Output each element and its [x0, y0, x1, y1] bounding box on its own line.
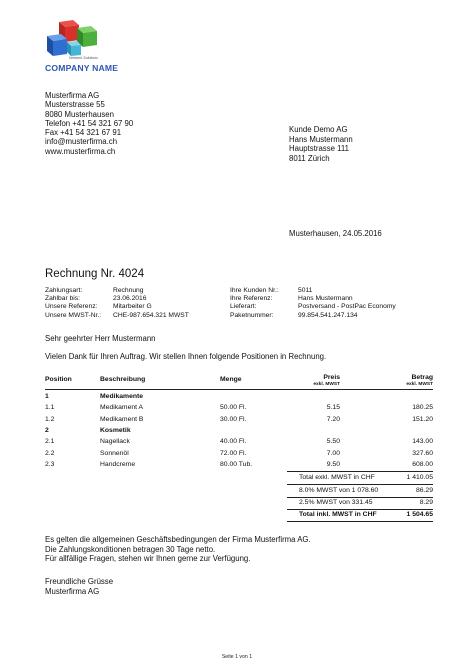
sender-line: Telefon +41 54 321 67 90 [45, 118, 134, 128]
meta-row [230, 287, 396, 295]
cubes-icon [45, 20, 115, 60]
sender-line: Musterfirma AG [45, 91, 100, 100]
meta-label: Ihre Referenz: [230, 295, 273, 303]
recipient-line: Hans Mustermann [289, 134, 353, 144]
header-amount: Betrag [411, 374, 433, 381]
meta-label: Zahlungsart: [45, 287, 83, 294]
terms-line: Für allfällige Fragen, stehen wir Ihnen gerne zur Verfügung. [45, 554, 251, 564]
meta-label: Unsere Referenz: [45, 303, 98, 311]
meta-row [45, 295, 189, 303]
item-price: 7.20 [326, 416, 340, 423]
item-quantity: 40.00 Fl. [220, 438, 247, 445]
item-quantity: 50.00 Fl. [220, 404, 247, 411]
tax-value: 86.29 [415, 487, 433, 494]
tax-label: 8.0% MWST von 1 078.60 [299, 487, 379, 494]
logo-company-name: COMPANY NAME [45, 63, 119, 73]
recipient-line: 8011 Zürich [289, 153, 330, 163]
item-position: 1.1 [45, 404, 55, 411]
sender-line: info@musterfirma.ch [45, 137, 118, 147]
sender-line: Fax +41 54 321 67 91 [45, 128, 122, 138]
item-description: Nagellack [100, 438, 130, 445]
item-amount: 151.20 [412, 416, 433, 423]
meta-row [45, 287, 189, 295]
group-position: 2 [45, 427, 49, 434]
closing-line: Musterfirma AG [45, 586, 100, 596]
item-description: Sonnenöl [100, 450, 129, 457]
closing [45, 577, 113, 596]
item-quantity: 72.00 Fl. [220, 450, 247, 457]
meta-label: Zahlbar bis: [45, 295, 80, 303]
company-logo [45, 20, 119, 80]
totals-divider [287, 497, 433, 498]
meta-label: Lieferart: [230, 303, 257, 311]
logo-tagline: Network Solutions [69, 56, 98, 60]
item-quantity: 30.00 Fl. [220, 416, 247, 423]
greeting: Sehr geehrter Herr Mustermann [45, 334, 156, 343]
item-description: Medikament B [100, 416, 144, 423]
meta-value: 23.06.2016 [113, 295, 147, 303]
meta-value: Hans Mustermann [298, 295, 353, 303]
recipient-address [289, 125, 353, 163]
grand-total-value: 1 504.65 [406, 511, 433, 518]
intro-text: Vielen Dank für Ihren Auftrag. Wir stellen Ihnen folgende Positionen in Rechnung. [45, 352, 327, 361]
item-position: 2.2 [45, 450, 55, 457]
meta-value: 5011 [298, 287, 313, 294]
date-line: Musterhausen, 24.05.2016 [289, 229, 382, 238]
invoice-meta-right [230, 287, 396, 320]
closing-line: Freundliche Grüsse [45, 577, 114, 586]
item-quantity: 80.00 Tub. [220, 461, 253, 468]
meta-value: Mitarbeiter G [113, 303, 152, 311]
header-position: Position [45, 376, 72, 383]
totals-divider [287, 521, 433, 522]
header-divider [45, 389, 433, 390]
item-position: 1.2 [45, 416, 55, 423]
sender-line: www.musterfirma.ch [45, 146, 116, 156]
meta-value: 99.854.541.247.134 [298, 311, 358, 319]
item-position: 2.3 [45, 461, 55, 468]
terms-line: Die Zahlungskonditionen betragen 30 Tage netto. [45, 544, 216, 554]
item-position: 2.1 [45, 438, 55, 445]
header-amount-sub: exkl. MWST [406, 382, 433, 387]
item-description: Handcreme [100, 461, 136, 468]
invoice-title: Rechnung Nr. 4024 [45, 268, 145, 280]
meta-value: Rechnung [113, 287, 144, 294]
meta-label: Unsere MWST-Nr.: [45, 311, 102, 319]
page-footer: Seite 1 von 1 [221, 654, 253, 660]
meta-row [230, 312, 396, 320]
item-amount: 327.60 [412, 450, 433, 457]
meta-label: Paketnummer: [230, 311, 274, 319]
item-description: Medikament A [100, 404, 144, 411]
recipient-line: Hauptstrasse 111 [289, 144, 349, 154]
item-price: 9.50 [326, 461, 340, 468]
item-price: 5.15 [326, 404, 340, 411]
item-price: 5.50 [326, 438, 340, 445]
sender-line: Musterstrasse 55 [45, 100, 105, 110]
meta-value: Postversand - PostPac Economy [298, 303, 396, 311]
header-quantity: Menge [220, 376, 242, 383]
totals-divider [287, 471, 433, 472]
invoice-meta-left [45, 287, 189, 320]
grand-total-label: Total inkl. MWST in CHF [299, 511, 377, 518]
totals-divider [287, 509, 433, 510]
item-amount: 180.25 [412, 404, 433, 411]
terms-text [45, 535, 311, 564]
total-label: Total exkl. MWST in CHF [299, 474, 375, 481]
meta-value: CHE-987.654.321 MWST [113, 311, 189, 319]
tax-value: 8.29 [419, 499, 433, 506]
meta-row [45, 312, 189, 320]
total-value: 1 410.05 [406, 474, 433, 481]
sender-address [45, 91, 133, 156]
totals-divider [287, 484, 433, 485]
meta-row [230, 303, 396, 311]
item-amount: 143.00 [412, 438, 433, 445]
tax-label: 2.5% MWST von 331.45 [299, 499, 373, 506]
header-price: Preis [323, 374, 340, 381]
terms-line: Es gelten die allgemeinen Geschäftsbedingungen der Firma Musterfirma AG. [45, 535, 311, 544]
meta-row [45, 303, 189, 311]
header-price-sub: exkl. MWST [313, 382, 340, 387]
group-name: Kosmetik [100, 427, 131, 434]
header-description: Beschreibung [100, 376, 146, 383]
recipient-line: Kunde Demo AG [289, 125, 348, 134]
group-name: Medikamente [100, 393, 144, 400]
sender-line: 8080 Musterhausen [45, 109, 114, 119]
group-position: 1 [45, 393, 49, 400]
item-amount: 608.00 [412, 461, 433, 468]
item-price: 7.00 [326, 450, 340, 457]
meta-row [230, 295, 396, 303]
meta-label: Ihre Kunden Nr.: [230, 287, 279, 294]
